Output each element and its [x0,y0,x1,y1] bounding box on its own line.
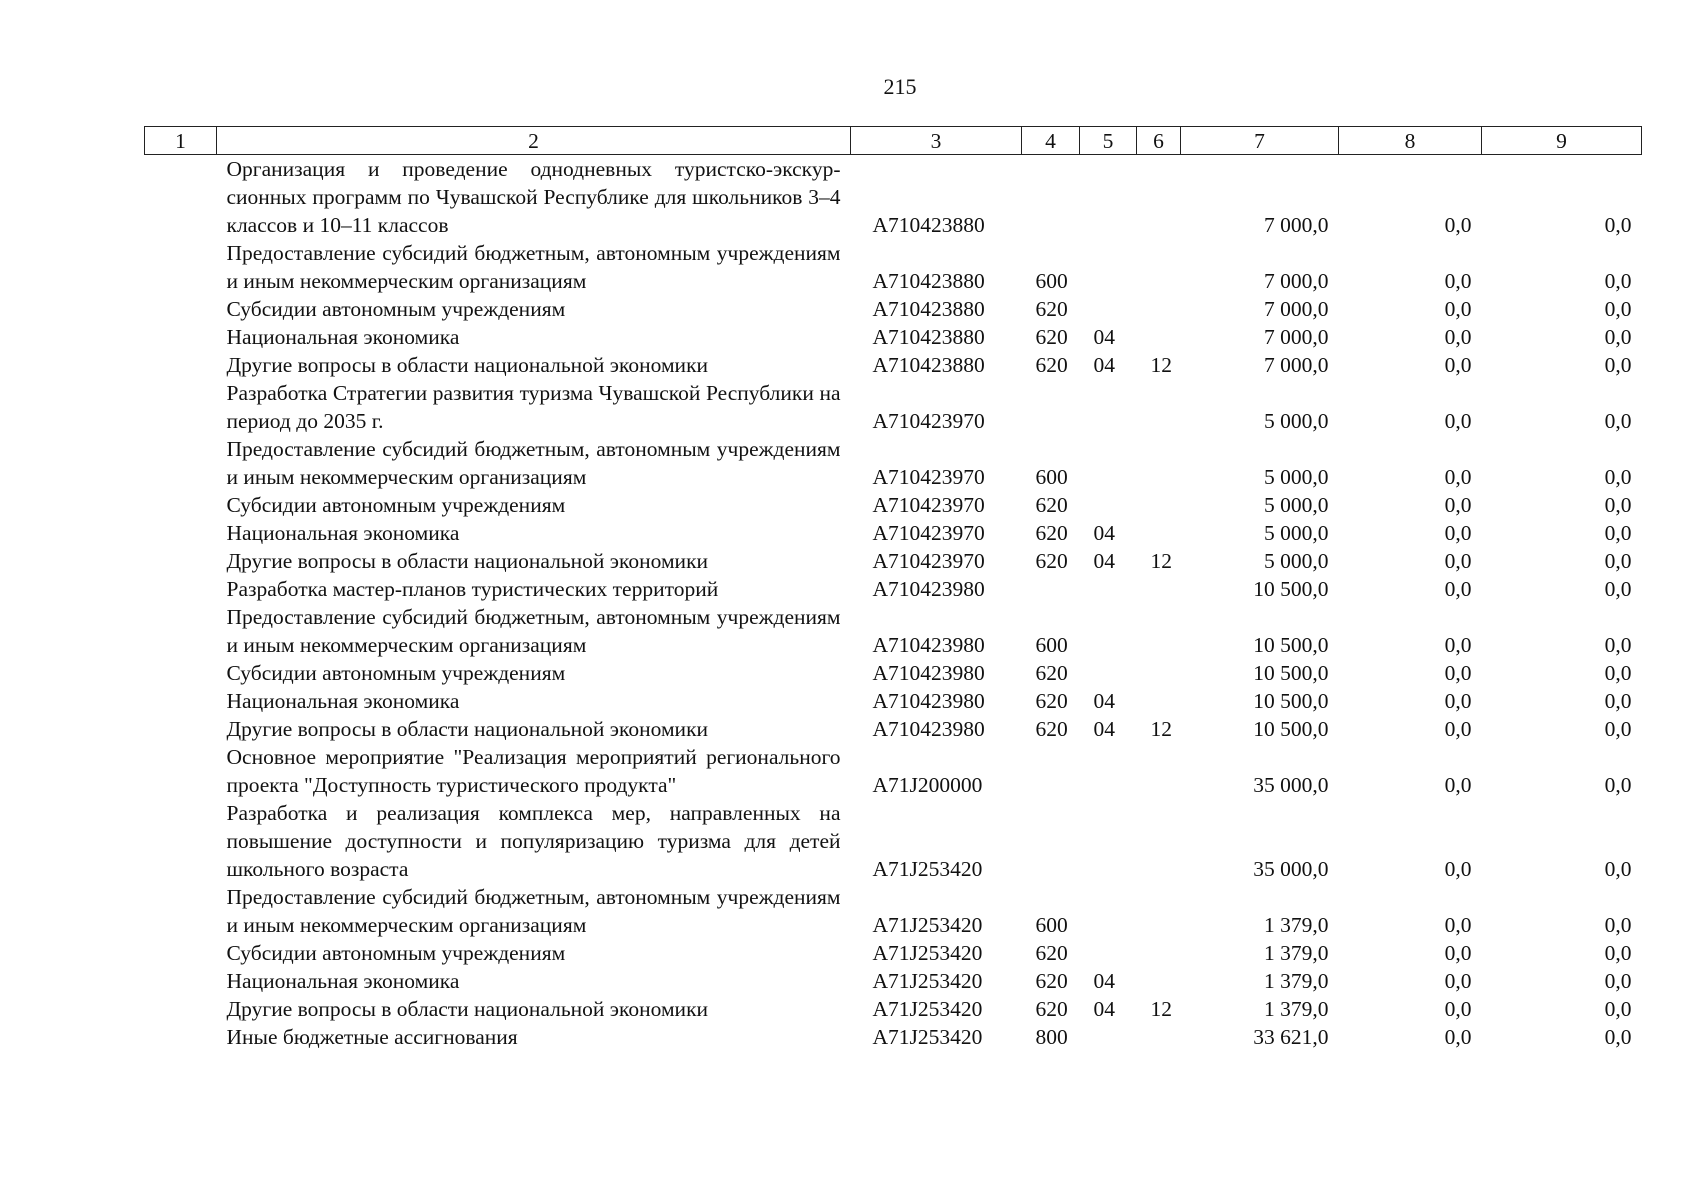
cell-col-1 [145,351,217,379]
cell-col-1 [145,603,217,659]
cell-amount-col7: 10 500,0 [1253,577,1329,601]
cell-col-1 [145,939,217,967]
cell-section: 04 [1093,549,1115,573]
cell-amount-col9: 0,0 [1604,213,1632,237]
cell-amount-col8: 0,0 [1444,1025,1472,1049]
cell-expense-type: 600 [1035,913,1068,937]
table-row [145,295,1642,323]
cell-col-1 [145,547,217,575]
cell-subsection [1137,519,1181,547]
cell-amount-col7: 7 000,0 [1264,325,1329,349]
cell-expense-type: 620 [1035,661,1068,685]
cell-col-1 [145,883,217,939]
cell-amount-col8: 0,0 [1444,913,1472,937]
cell-amount-col7: 33 621,0 [1253,1025,1329,1049]
cell-col-1 [145,379,217,435]
cell-amount-col9: 0,0 [1604,465,1632,489]
cell-target-code: А710423880 [872,213,985,237]
table-row [145,351,1642,379]
cell-amount-col7: 7 000,0 [1264,353,1329,377]
column-header-3: 3 [851,127,1022,155]
cell-col-1 [145,435,217,491]
cell-subsection [1137,435,1181,491]
cell-col-1 [145,239,217,295]
column-header-4: 4 [1022,127,1080,155]
cell-section [1080,575,1137,603]
cell-section: 04 [1093,969,1115,993]
cell-description: Другие вопросы в области национальной экономики [226,997,709,1021]
cell-amount-col8: 0,0 [1444,941,1472,965]
cell-target-code: А710423880 [872,353,985,377]
cell-description: Предоставление субсидий бюджетным, автономным учреждениям и иным некоммерческим организациям [226,437,841,489]
cell-subsection [1137,687,1181,715]
cell-section [1080,491,1137,519]
cell-expense-type: 620 [1035,297,1068,321]
cell-amount-col7: 5 000,0 [1264,465,1329,489]
cell-target-code: А710423980 [872,661,985,685]
cell-description: Иные бюджетные ассигнования [226,1025,518,1049]
cell-amount-col9: 0,0 [1604,297,1632,321]
cell-subsection [1137,659,1181,687]
cell-amount-col9: 0,0 [1604,773,1632,797]
cell-subsection [1137,883,1181,939]
cell-amount-col8: 0,0 [1444,493,1472,517]
cell-amount-col8: 0,0 [1444,325,1472,349]
cell-description: Национальная экономика [226,521,460,545]
cell-description: Разработка мастер-планов туристических территорий [226,577,719,601]
cell-expense-type: 600 [1035,269,1068,293]
cell-amount-col8: 0,0 [1444,717,1472,741]
cell-amount-col9: 0,0 [1604,493,1632,517]
cell-section [1080,743,1137,799]
cell-amount-col9: 0,0 [1604,689,1632,713]
cell-amount-col7: 10 500,0 [1253,689,1329,713]
cell-expense-type [1022,799,1080,883]
cell-amount-col7: 10 500,0 [1253,633,1329,657]
cell-col-1 [145,323,217,351]
table-row [145,239,1642,295]
table-row [145,491,1642,519]
cell-target-code: А71J200000 [872,773,983,797]
cell-expense-type: 620 [1035,353,1068,377]
cell-target-code: А710423970 [872,493,985,517]
cell-amount-col9: 0,0 [1604,269,1632,293]
cell-expense-type: 620 [1035,969,1068,993]
cell-col-1 [145,1023,217,1051]
cell-expense-type [1022,743,1080,799]
cell-col-1 [145,491,217,519]
cell-expense-type: 620 [1035,493,1068,517]
cell-subsection [1137,743,1181,799]
cell-amount-col7: 5 000,0 [1264,493,1329,517]
table-row [145,995,1642,1023]
cell-description: Субсидии автономным учреждениям [226,493,566,517]
cell-expense-type [1022,575,1080,603]
cell-amount-col9: 0,0 [1604,353,1632,377]
cell-section: 04 [1093,353,1115,377]
cell-target-code: А71J253420 [872,997,983,1021]
cell-amount-col8: 0,0 [1444,773,1472,797]
cell-description: Национальная экономика [226,689,460,713]
column-header-9: 9 [1482,127,1642,155]
budget-table [144,126,1642,1051]
cell-description: Разработка Стратегии развития туризма Чувашской Республики на период до 2035 г. [226,381,841,433]
cell-amount-col8: 0,0 [1444,661,1472,685]
cell-section [1080,883,1137,939]
cell-amount-col9: 0,0 [1604,941,1632,965]
cell-amount-col7: 7 000,0 [1264,297,1329,321]
cell-section [1080,603,1137,659]
table-row [145,435,1642,491]
cell-subsection [1137,1023,1181,1051]
cell-amount-col7: 10 500,0 [1253,717,1329,741]
cell-subsection: 12 [1150,997,1172,1021]
cell-col-1 [145,799,217,883]
cell-target-code: А710423980 [872,689,985,713]
cell-section [1080,239,1137,295]
cell-target-code: А710423970 [872,409,985,433]
cell-amount-col9: 0,0 [1604,969,1632,993]
column-header-8: 8 [1339,127,1482,155]
column-header-1: 1 [145,127,217,155]
cell-amount-col8: 0,0 [1444,213,1472,237]
cell-target-code: А710423880 [872,325,985,349]
cell-amount-col7: 35 000,0 [1253,857,1329,881]
cell-amount-col7: 5 000,0 [1264,549,1329,573]
table-row [145,743,1642,799]
cell-description: Основное мероприятие "Реализация мероприятий регионального проекта "Доступность туристического продукта" [226,745,841,797]
cell-expense-type: 620 [1035,325,1068,349]
cell-description: Национальная экономика [226,325,460,349]
table-row [145,799,1642,883]
cell-amount-col8: 0,0 [1444,409,1472,433]
cell-amount-col9: 0,0 [1604,717,1632,741]
cell-target-code: А710423970 [872,549,985,573]
cell-description: Организация и проведение однодневных туристско-экскурсионных программ по Чувашской Республике для школьников 3–4 классов и 10–11 классов [226,157,841,237]
table-row [145,883,1642,939]
cell-amount-col9: 0,0 [1604,549,1632,573]
cell-description: Национальная экономика [226,969,460,993]
cell-expense-type: 620 [1035,717,1068,741]
cell-amount-col9: 0,0 [1604,325,1632,349]
cell-expense-type: 620 [1035,521,1068,545]
cell-subsection [1137,379,1181,435]
column-header-6: 6 [1137,127,1181,155]
cell-amount-col9: 0,0 [1604,1025,1632,1049]
cell-amount-col9: 0,0 [1604,577,1632,601]
cell-subsection [1137,603,1181,659]
cell-amount-col8: 0,0 [1444,969,1472,993]
cell-target-code: А71J253420 [872,969,983,993]
cell-target-code: А710423980 [872,633,985,657]
table-row [145,547,1642,575]
column-header-5: 5 [1080,127,1137,155]
cell-col-1 [145,967,217,995]
cell-expense-type [1022,155,1080,240]
cell-col-1 [145,659,217,687]
cell-subsection [1137,575,1181,603]
cell-subsection [1137,939,1181,967]
cell-amount-col7: 5 000,0 [1264,409,1329,433]
cell-col-1 [145,295,217,323]
column-header-7: 7 [1181,127,1339,155]
cell-col-1 [145,715,217,743]
cell-amount-col7: 1 379,0 [1264,913,1329,937]
table-row [145,967,1642,995]
cell-expense-type: 800 [1035,1025,1068,1049]
cell-description: Разработка и реализация комплекса мер, направленных на повышение доступности и популяризацию туризма для детей школьного возраста [226,801,841,881]
cell-amount-col8: 0,0 [1444,857,1472,881]
cell-amount-col7: 1 379,0 [1264,941,1329,965]
cell-description: Предоставление субсидий бюджетным, автономным учреждениям и иным некоммерческим организациям [226,605,841,657]
cell-section: 04 [1093,717,1115,741]
cell-subsection [1137,295,1181,323]
cell-amount-col8: 0,0 [1444,297,1472,321]
cell-target-code: А71J253420 [872,857,983,881]
cell-description: Субсидии автономным учреждениям [226,297,566,321]
cell-amount-col8: 0,0 [1444,465,1472,489]
cell-expense-type: 600 [1035,465,1068,489]
cell-section: 04 [1093,689,1115,713]
cell-amount-col7: 35 000,0 [1253,773,1329,797]
cell-amount-col8: 0,0 [1444,997,1472,1021]
cell-section: 04 [1093,997,1115,1021]
cell-section [1080,295,1137,323]
cell-description: Субсидии автономным учреждениям [226,661,566,685]
cell-expense-type [1022,379,1080,435]
cell-description: Предоставление субсидий бюджетным, автономным учреждениям и иным некоммерческим организациям [226,885,841,937]
cell-description: Другие вопросы в области национальной экономики [226,353,709,377]
cell-subsection [1137,967,1181,995]
page-number: 215 [883,74,917,99]
cell-amount-col7: 1 379,0 [1264,969,1329,993]
cell-col-1 [145,687,217,715]
cell-target-code: А710423970 [872,465,985,489]
cell-section [1080,799,1137,883]
cell-expense-type: 620 [1035,997,1068,1021]
cell-target-code: А71J253420 [872,913,983,937]
cell-subsection: 12 [1150,353,1172,377]
table-body [145,155,1642,1052]
cell-amount-col8: 0,0 [1444,633,1472,657]
cell-subsection [1137,155,1181,240]
column-header-2: 2 [217,127,851,155]
cell-amount-col7: 1 379,0 [1264,997,1329,1021]
table-row [145,155,1642,240]
table-row [145,379,1642,435]
cell-expense-type: 620 [1035,941,1068,965]
cell-subsection: 12 [1150,549,1172,573]
cell-amount-col7: 10 500,0 [1253,661,1329,685]
cell-expense-type: 620 [1035,549,1068,573]
cell-description: Предоставление субсидий бюджетным, автономным учреждениям и иным некоммерческим организациям [226,241,841,293]
cell-amount-col8: 0,0 [1444,353,1472,377]
cell-amount-col9: 0,0 [1604,857,1632,881]
cell-target-code: А71J253420 [872,1025,983,1049]
cell-subsection [1137,799,1181,883]
cell-subsection [1137,491,1181,519]
cell-section: 04 [1093,325,1115,349]
cell-col-1 [145,995,217,1023]
cell-amount-col8: 0,0 [1444,689,1472,713]
cell-target-code: А710423980 [872,717,985,741]
cell-amount-col7: 7 000,0 [1264,213,1329,237]
cell-col-1 [145,155,217,240]
cell-amount-col8: 0,0 [1444,549,1472,573]
cell-amount-col7: 7 000,0 [1264,269,1329,293]
cell-target-code: А710423880 [872,297,985,321]
cell-section: 04 [1093,521,1115,545]
cell-target-code: А71J253420 [872,941,983,965]
cell-col-1 [145,575,217,603]
table-row [145,687,1642,715]
cell-subsection: 12 [1150,717,1172,741]
table-row [145,659,1642,687]
cell-section [1080,659,1137,687]
cell-col-1 [145,743,217,799]
cell-section [1080,155,1137,240]
table-row [145,603,1642,659]
cell-section [1080,1023,1137,1051]
cell-amount-col9: 0,0 [1604,997,1632,1021]
cell-target-code: А710423970 [872,521,985,545]
cell-amount-col7: 5 000,0 [1264,521,1329,545]
table-row [145,939,1642,967]
table-row [145,1023,1642,1051]
cell-expense-type: 600 [1035,633,1068,657]
cell-target-code: А710423880 [872,269,985,293]
cell-target-code: А710423980 [872,577,985,601]
cell-description: Другие вопросы в области национальной экономики [226,549,709,573]
cell-amount-col9: 0,0 [1604,521,1632,545]
table-row [145,323,1642,351]
table-row [145,575,1642,603]
cell-amount-col9: 0,0 [1604,409,1632,433]
cell-amount-col9: 0,0 [1604,913,1632,937]
cell-col-1 [145,519,217,547]
cell-section [1080,379,1137,435]
cell-amount-col9: 0,0 [1604,633,1632,657]
cell-amount-col8: 0,0 [1444,577,1472,601]
table-row [145,519,1642,547]
cell-description: Другие вопросы в области национальной экономики [226,717,709,741]
cell-amount-col8: 0,0 [1444,269,1472,293]
cell-description: Субсидии автономным учреждениям [226,941,566,965]
cell-amount-col9: 0,0 [1604,661,1632,685]
header-row [145,127,1642,155]
table-header [145,127,1642,155]
table-row [145,715,1642,743]
cell-section [1080,435,1137,491]
cell-expense-type: 620 [1035,689,1068,713]
cell-section [1080,939,1137,967]
cell-amount-col8: 0,0 [1444,521,1472,545]
cell-subsection [1137,323,1181,351]
cell-subsection [1137,239,1181,295]
